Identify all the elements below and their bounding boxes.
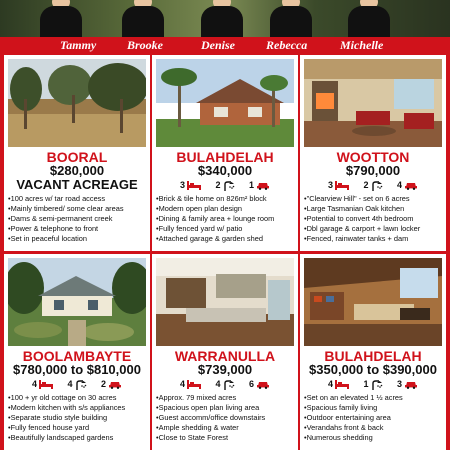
shower-icon — [371, 380, 383, 390]
car-icon — [256, 380, 270, 389]
list-item: • Beautifully landscaped gardens — [8, 433, 150, 443]
bedroom-count — [328, 180, 349, 190]
agent-name: Brooke — [127, 38, 163, 52]
parking-count — [397, 180, 418, 190]
bed-icon — [335, 380, 349, 389]
list-item: • Fenced, rainwater tanks + dam — [304, 234, 446, 244]
list-item: • Dams & semi-permanent creek — [8, 214, 150, 224]
bed-icon — [335, 181, 349, 190]
list-item: • Mainly timbered/ some clear areas — [8, 204, 150, 214]
bedroom-count — [32, 379, 53, 389]
list-item: • Separate studio style building — [8, 413, 150, 423]
bathroom-count — [215, 180, 234, 191]
bathroom-count — [67, 379, 86, 390]
listing-features — [300, 379, 446, 390]
list-item: • Modern open plan design — [156, 204, 298, 214]
agent-figure — [262, 0, 320, 38]
agent-name: Rebecca — [266, 38, 308, 52]
listing-features — [152, 379, 298, 390]
bed-count-value: 3 — [179, 180, 185, 190]
property-photo — [156, 59, 294, 147]
listing-highlights — [8, 194, 150, 244]
list-item: • Attached garage & garden shed — [156, 234, 298, 244]
listing-card-booral[interactable] — [4, 55, 150, 251]
agent-figure — [32, 0, 90, 38]
parking-count — [101, 379, 122, 389]
shower-icon — [223, 380, 235, 390]
bathroom-count — [363, 180, 382, 191]
shower-icon — [371, 181, 383, 191]
listing-features — [4, 379, 150, 390]
listing-highlights — [156, 194, 298, 244]
listing-suburb: BULAHDELAH — [176, 149, 274, 165]
agent-names-strip — [0, 37, 450, 55]
parking-count — [249, 180, 270, 190]
listing-suburb: WOOTTON — [336, 149, 410, 165]
bath-count-value: 4 — [67, 379, 73, 389]
property-photo — [8, 258, 146, 346]
list-item: • Ample shedding & water — [156, 423, 298, 433]
listing-card-bulahdelah-2[interactable] — [300, 254, 446, 450]
listing-price: $350,000 to $390,000 — [309, 362, 437, 377]
list-item: • Guest accomm/office downstairs — [156, 413, 298, 423]
list-item: • Spacious family living — [304, 403, 446, 413]
list-item: • Close to State Forest — [156, 433, 298, 443]
listing-card-bulahdelah[interactable] — [152, 55, 298, 251]
listing-price: $739,000 — [197, 362, 253, 377]
car-count-value: 4 — [397, 180, 403, 190]
agents-photo-banner — [0, 0, 450, 38]
agent-name: Michelle — [340, 38, 384, 52]
list-item: • Spacious open plan living area — [156, 403, 298, 413]
list-item: • Dining & family area + lounge room — [156, 214, 298, 224]
parking-count — [249, 379, 270, 389]
bathroom-count — [215, 379, 234, 390]
car-count-value: 1 — [249, 180, 255, 190]
property-photo — [8, 59, 146, 147]
car-icon — [256, 181, 270, 190]
car-count-value: 2 — [101, 379, 107, 389]
listing-price: $790,000 — [345, 163, 401, 178]
bath-count-value: 2 — [215, 180, 221, 190]
listing-highlights — [8, 393, 150, 443]
bath-count-value: 1 — [363, 379, 369, 389]
bed-icon — [187, 181, 201, 190]
listing-features — [152, 180, 298, 191]
bath-count-value: 4 — [215, 379, 221, 389]
list-item: • Set in peaceful location — [8, 234, 150, 244]
agent-name: Denise — [201, 38, 235, 52]
listing-price: $340,000 — [197, 163, 253, 178]
car-count-value: 6 — [249, 379, 255, 389]
bed-icon — [187, 380, 201, 389]
car-count-value: 3 — [397, 379, 403, 389]
listing-highlights — [304, 393, 446, 443]
agent-name: Tammy — [60, 38, 97, 52]
bathroom-count — [363, 379, 382, 390]
list-item: • Set on an elevated 1 ½ acres — [304, 393, 446, 403]
listing-price: $280,000 — [49, 163, 105, 178]
listing-card-wootton[interactable] — [300, 55, 446, 251]
list-item: • 100 acres w/ tar road access — [8, 194, 150, 204]
car-icon — [404, 181, 418, 190]
list-item: • Outdoor entertaining area — [304, 413, 446, 423]
list-item: • "Clearview Hill" - set on 6 acres — [304, 194, 446, 204]
list-item: • 100 + yr old cottage on 30 acres — [8, 393, 150, 403]
shower-icon — [223, 181, 235, 191]
listing-highlights — [156, 393, 298, 443]
list-item: • Dbl garage & carport + lawn locker — [304, 224, 446, 234]
listing-suburb: BOORAL — [46, 149, 108, 165]
agent-figure — [114, 0, 172, 38]
car-icon — [404, 380, 418, 389]
listing-subtitle: VACANT ACREAGE — [16, 177, 138, 192]
bed-count-value: 4 — [179, 379, 185, 389]
property-photo — [304, 258, 442, 346]
list-item: • Verandahs front & back — [304, 423, 446, 433]
list-item: • Fully fenced yard w/ patio — [156, 224, 298, 234]
listing-card-warranulla[interactable] — [152, 254, 298, 450]
parking-count — [397, 379, 418, 389]
bedroom-count — [180, 379, 201, 389]
shower-icon — [75, 380, 87, 390]
listing-suburb: WARRANULLA — [174, 348, 276, 364]
list-item: • Approx. 79 mixed acres — [156, 393, 298, 403]
listing-suburb: BULAHDELAH — [324, 348, 422, 364]
listing-card-boolambayte[interactable] — [4, 254, 150, 450]
agent-figure — [193, 0, 251, 38]
listing-suburb: BOOLAMBAYTE — [22, 348, 132, 364]
bed-count-value: 3 — [327, 180, 333, 190]
list-item: • Numerous shedding — [304, 433, 446, 443]
bed-count-value: 4 — [31, 379, 37, 389]
list-item: • Modern kitchen with s/s appliances — [8, 403, 150, 413]
list-item: • Large Tasmanian Oak kitchen — [304, 204, 446, 214]
bed-count-value: 4 — [327, 379, 333, 389]
listing-highlights — [304, 194, 446, 244]
listing-price: $780,000 to $810,000 — [13, 362, 141, 377]
bedroom-count — [328, 379, 349, 389]
property-photo — [304, 59, 442, 147]
list-item: • Power & telephone to front — [8, 224, 150, 234]
bedroom-count — [180, 180, 201, 190]
bed-icon — [39, 380, 53, 389]
bath-count-value: 2 — [363, 180, 369, 190]
agent-figure — [340, 0, 398, 38]
list-item: • Brick & tile home on 826m² block — [156, 194, 298, 204]
list-item: • Fully fenced house yard — [8, 423, 150, 433]
list-item: • Potential to convert 4th bedroom — [304, 214, 446, 224]
listing-features — [300, 180, 446, 191]
car-icon — [108, 380, 122, 389]
property-photo — [156, 258, 294, 346]
